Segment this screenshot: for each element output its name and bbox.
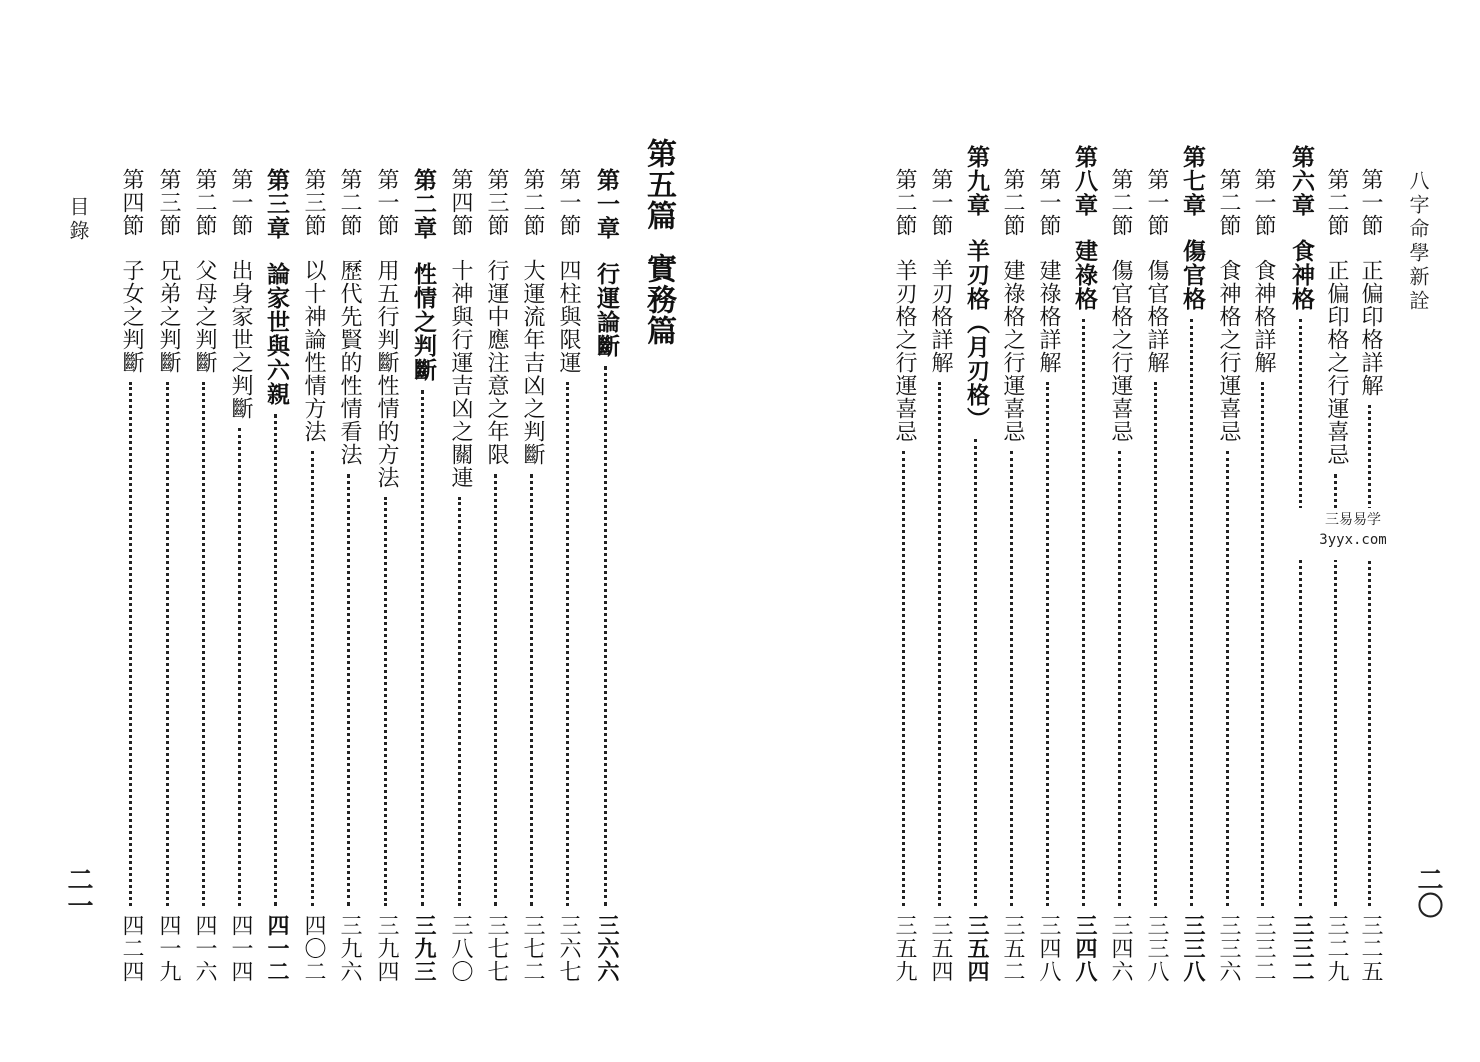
toc-entry: 第三節 以十神論性情方法 四〇二 xyxy=(301,168,326,983)
watermark-url: 3yyx.com xyxy=(1319,532,1387,548)
watermark-text: 三易易学 xyxy=(1325,512,1381,528)
running-head-left: 目錄 xyxy=(66,196,90,244)
toc-entry: 第二節 歷代先賢的性情看法 三九六 xyxy=(337,168,362,983)
toc-entry: 第一節 用五行判斷性情的方法 三九四 xyxy=(374,168,399,983)
toc-entry: 第二節 羊刃格之行運喜忌 三五九 xyxy=(892,168,917,983)
toc-chapter: 第七章 傷官格 三三八 xyxy=(1179,145,1205,983)
toc-entry: 第三節 兄弟之判斷 四一九 xyxy=(156,168,181,983)
toc-part: 第五篇 實務篇 xyxy=(641,138,676,346)
folio-left: 二一 xyxy=(63,866,93,918)
toc-entry: 第一節 四柱與限運 三六七 xyxy=(556,168,581,983)
toc-entry: 第二節 食神格之行運喜忌 三三六 xyxy=(1216,168,1241,983)
toc-entry: 第二節 建祿格之行運喜忌 三五二 xyxy=(1000,168,1025,983)
toc-chapter: 第九章 羊刃格（月刃格） 三五四 xyxy=(963,145,989,983)
toc-entry: 第二節 大運流年吉凶之判斷 三七二 xyxy=(520,168,545,983)
toc-entry: 第四節 子女之判斷 四二四 xyxy=(119,168,144,983)
toc-entry: 第二節 傷官格之行運喜忌 三四六 xyxy=(1108,168,1133,983)
folio-right: 二〇 xyxy=(1413,866,1443,918)
toc-entry: 第二節 父母之判斷 四一六 xyxy=(192,168,217,983)
toc-chapter: 第六章 食神格 三三二 xyxy=(1288,145,1314,983)
toc-entry: 第一節 食神格詳解 三三二 xyxy=(1251,168,1276,983)
toc-entry: 第四節 十神與行運吉凶之關連 三八〇 xyxy=(448,168,473,983)
toc-entry: 第二節 正偏印格之行運喜忌 三二九 xyxy=(1324,168,1349,983)
toc-entry: 第一節 羊刃格詳解 三五四 xyxy=(928,168,953,983)
running-head-right: 八字命學新詮 xyxy=(1406,170,1430,314)
toc-chapter: 第八章 建祿格 三四八 xyxy=(1071,145,1097,983)
toc-entry: 第三節 行運中應注意之年限 三七七 xyxy=(484,168,509,983)
toc-entry: 第一節 建祿格詳解 三四八 xyxy=(1036,168,1061,983)
toc-chapter: 第三章 論家世與六親 四一二 xyxy=(263,168,289,983)
toc-chapter: 第二章 性情之判斷 三九三 xyxy=(410,168,436,983)
toc-entry: 第一節 傷官格詳解 三三八 xyxy=(1144,168,1169,983)
toc-entry: 第一節 出身家世之判斷 四一四 xyxy=(228,168,253,983)
toc-entry: 第一節 正偏印格詳解 三二五 xyxy=(1358,168,1383,983)
toc-chapter: 第一章 行運論斷 三六六 xyxy=(593,168,619,983)
watermark xyxy=(1288,508,1418,560)
